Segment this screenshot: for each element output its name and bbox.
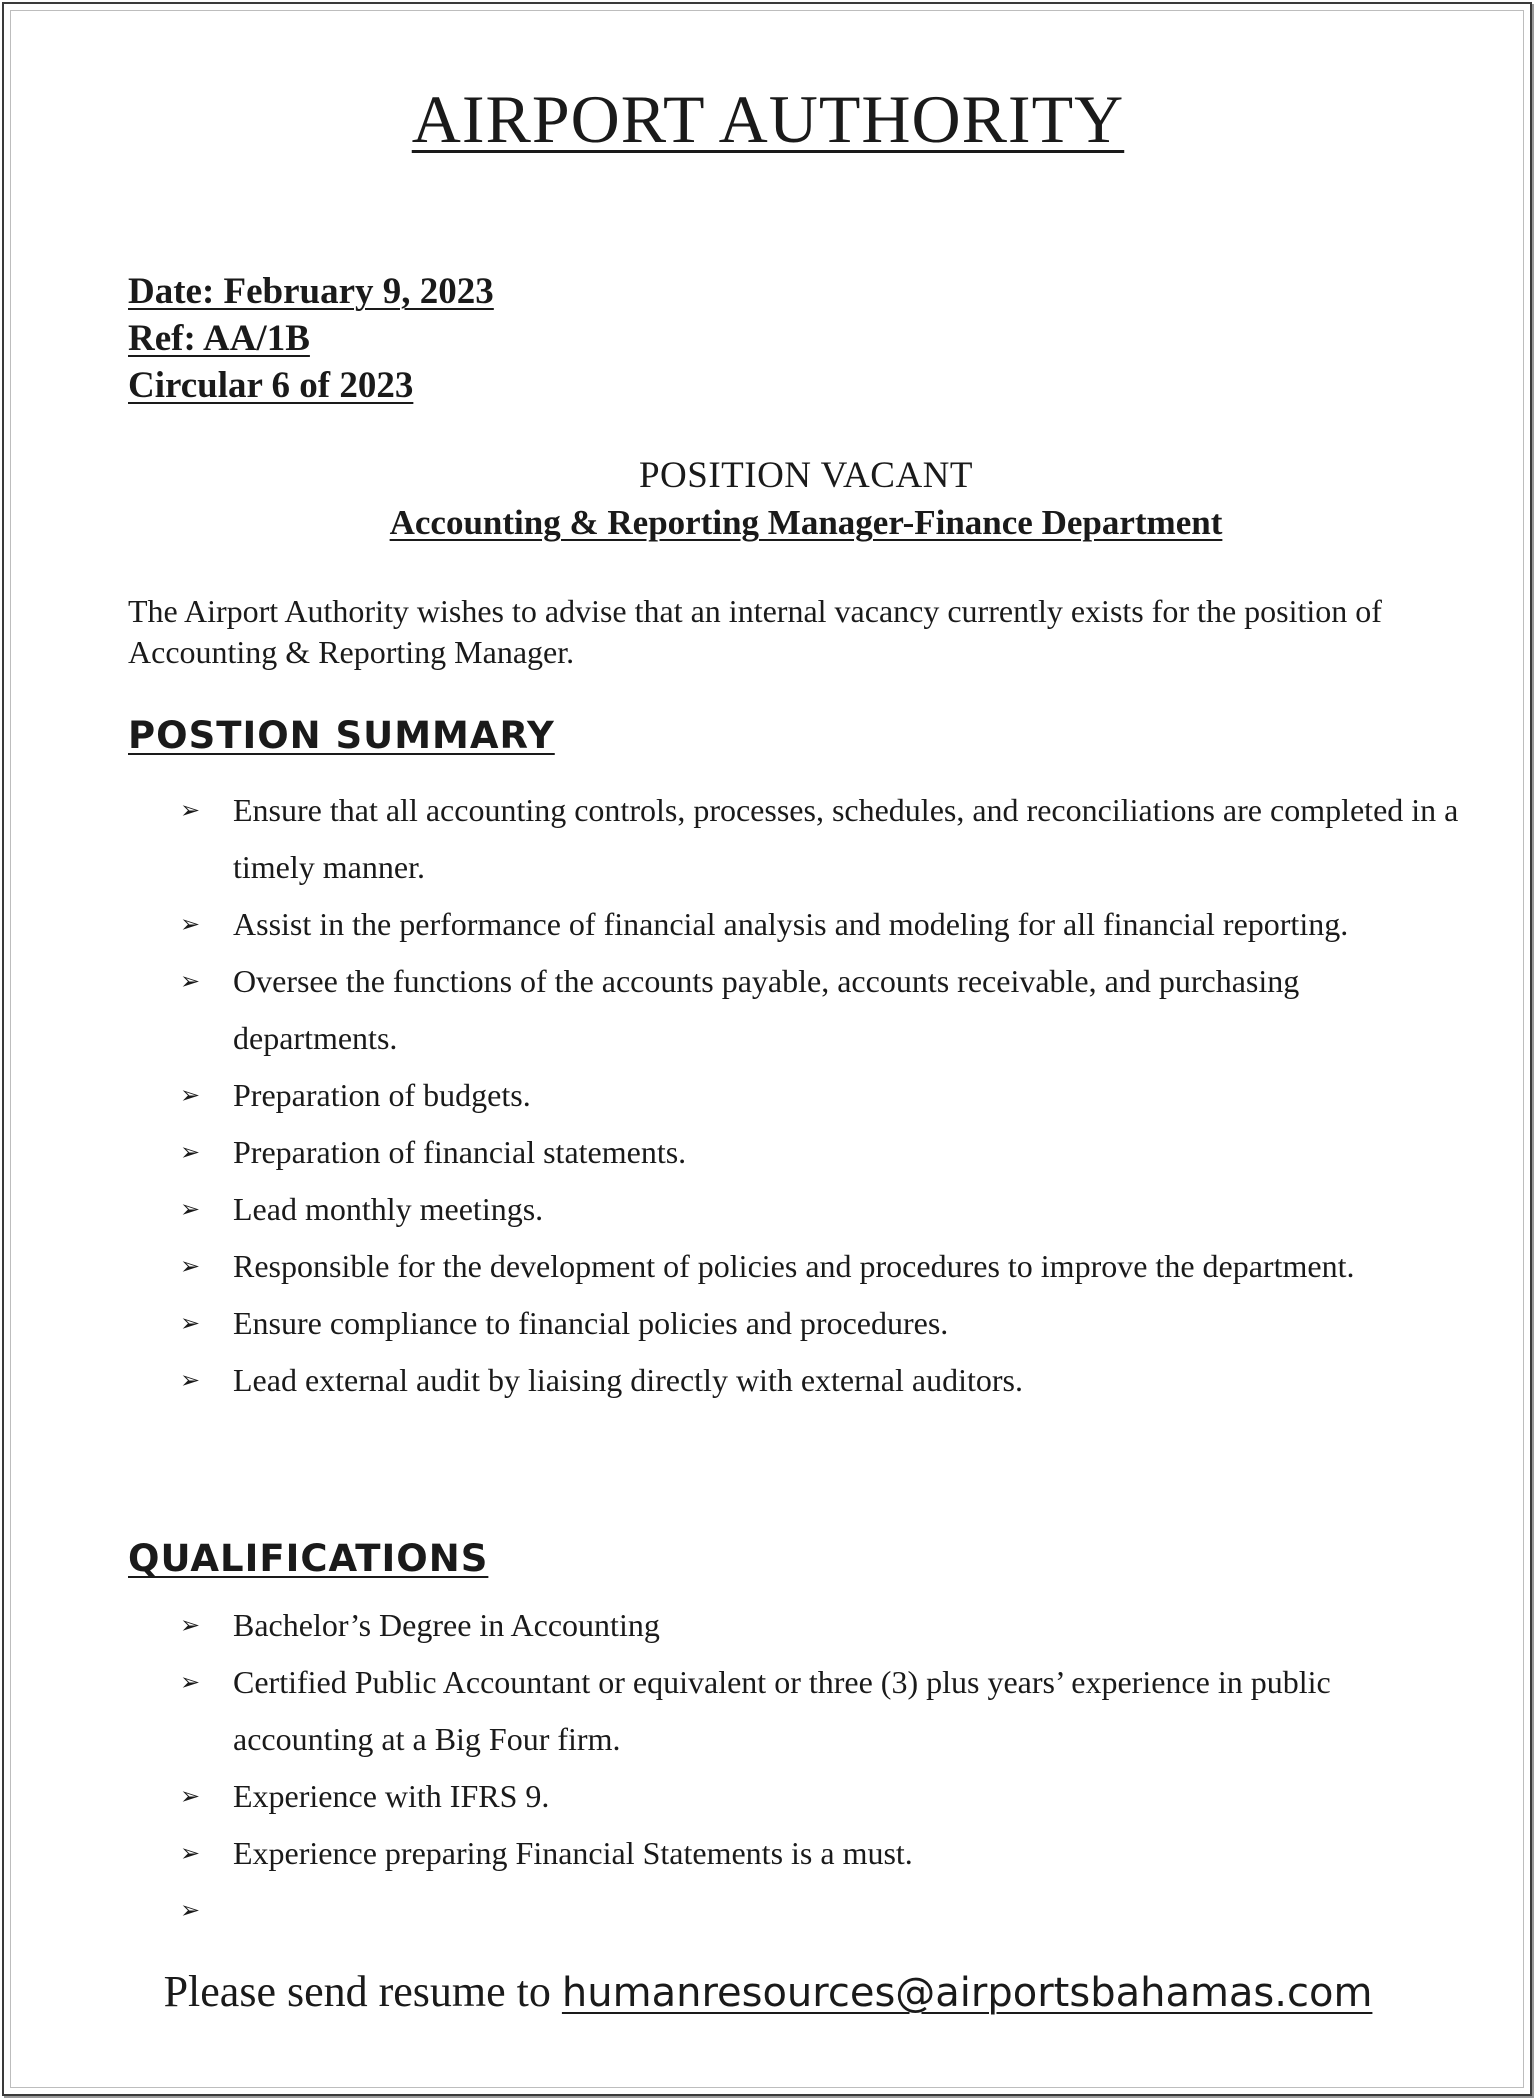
arrowhead-bullet-icon: ➢	[180, 967, 201, 995]
arrowhead-bullet-icon: ➢	[180, 1839, 201, 1867]
list-item	[180, 1825, 1470, 1882]
position-vacant-heading: POSITION VACANT	[638, 455, 974, 496]
list-item-text: Responsible for the development of policies and procedures to improve the department.	[233, 1248, 1355, 1284]
list-item-text: Lead monthly meetings.	[233, 1191, 544, 1227]
list-item	[180, 1067, 1470, 1124]
email-link[interactable]: humanresources@airportsbahamas.com	[561, 1970, 1373, 2016]
circular-line: Circular 6 of 2023	[128, 365, 414, 406]
arrowhead-bullet-icon: ➢	[180, 1309, 201, 1337]
list-item-text: Experience with IFRS 9.	[233, 1778, 550, 1814]
qualifications-heading: QUALIFICATIONS	[128, 1537, 489, 1580]
list-item-text: Ensure that all accounting controls, processes, schedules, and reconciliations are completed in a timely manner.	[233, 792, 1459, 885]
arrowhead-bullet-icon: ➢	[180, 1138, 201, 1166]
list-item-text: Lead external audit by liaising directly with external auditors.	[233, 1362, 1023, 1398]
arrowhead-bullet-icon: ➢	[180, 1366, 201, 1394]
arrowhead-bullet-icon: ➢	[180, 1081, 201, 1109]
list-item	[180, 1654, 1470, 1768]
list-item	[180, 1181, 1470, 1238]
position-title: Accounting & Reporting Manager-Finance Department	[389, 503, 1223, 542]
arrowhead-bullet-icon: ➢	[180, 796, 201, 824]
list-item-text: Preparation of financial statements.	[233, 1134, 687, 1170]
list-item	[180, 1597, 1470, 1654]
list-item	[180, 1882, 1470, 1939]
list-item-text: Experience preparing Financial Statements is a must.	[233, 1835, 913, 1871]
list-item	[180, 1238, 1470, 1295]
list-item	[180, 1295, 1470, 1352]
list-item	[180, 1124, 1470, 1181]
document-meta	[128, 268, 494, 409]
list-item-text: Oversee the functions of the accounts payable, accounts receivable, and purchasing departments.	[233, 963, 1300, 1056]
arrowhead-bullet-icon: ➢	[180, 1668, 201, 1696]
list-item	[180, 782, 1470, 896]
arrowhead-bullet-icon: ➢	[180, 1611, 201, 1639]
arrowhead-bullet-icon: ➢	[180, 1195, 201, 1223]
reference-line: Ref: AA/1B	[128, 318, 310, 359]
date-line: Date: February 9, 2023	[128, 271, 494, 312]
arrowhead-bullet-icon: ➢	[180, 1782, 201, 1810]
qualifications-list	[180, 1597, 1470, 1939]
list-item-text: Ensure compliance to financial policies and procedures.	[233, 1305, 949, 1341]
document-title: AIRPORT AUTHORITY	[411, 81, 1125, 157]
arrowhead-bullet-icon: ➢	[180, 1896, 201, 1924]
contact-line	[0, 1966, 1536, 2017]
contact-prefix: Please send resume to	[163, 1967, 551, 2016]
list-item-text: Assist in the performance of financial analysis and modeling for all financial reporting.	[233, 906, 1349, 942]
list-item-text: Preparation of budgets.	[233, 1077, 531, 1113]
arrowhead-bullet-icon: ➢	[180, 1252, 201, 1280]
list-item-text: Certified Public Accountant or equivalent or three (3) plus years’ experience in public accounting at a Big Four firm.	[233, 1664, 1331, 1757]
list-item-text: Bachelor’s Degree in Accounting	[233, 1607, 660, 1643]
position-summary-heading: POSTION SUMMARY	[128, 714, 555, 757]
list-item	[180, 953, 1470, 1067]
list-item	[180, 1352, 1470, 1409]
intro-paragraph: The Airport Authority wishes to advise that an internal vacancy currently exists for the position of Accounting & Reporting Manager.	[128, 593, 1382, 670]
list-item	[180, 896, 1470, 953]
arrowhead-bullet-icon: ➢	[180, 910, 201, 938]
position-summary-list	[180, 782, 1470, 1409]
list-item	[180, 1768, 1470, 1825]
